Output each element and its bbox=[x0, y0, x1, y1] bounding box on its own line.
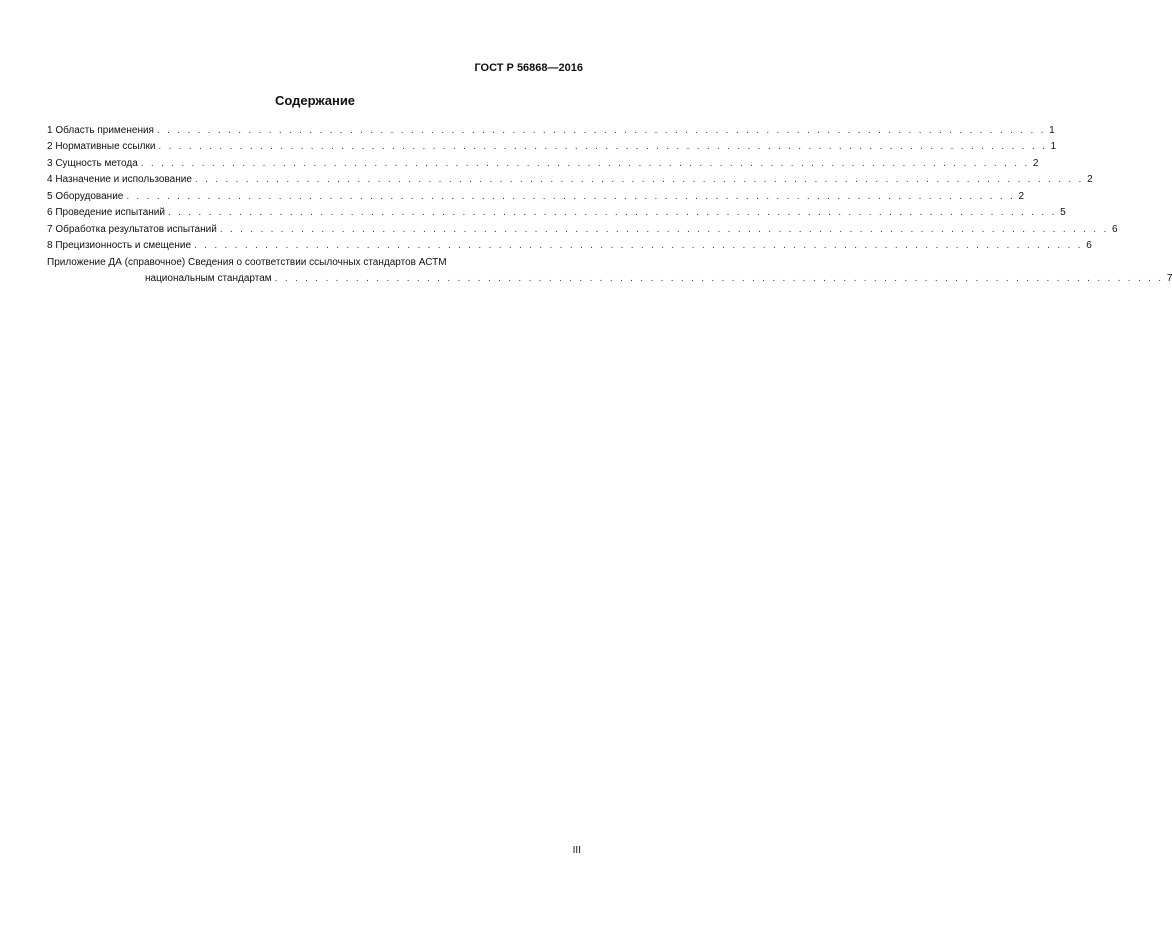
toc-annex-label: Приложение ДА (справочное) Сведения о соответствии ссылочных стандартов АСТМ bbox=[47, 256, 447, 268]
toc-annex-entry[interactable] bbox=[47, 252, 1172, 285]
toc-entry[interactable] bbox=[47, 170, 1093, 187]
toc-entry-page: 2 bbox=[1032, 157, 1039, 169]
toc-entry-page: 2 bbox=[1018, 190, 1025, 202]
toc-entry-label: 1 Область применения bbox=[47, 124, 154, 136]
toc-leader: . . . . . . . . . . . . . . . . . . . . . . . . . . . . . . . . . . . . . . . . . . . . . . . . . . . . . . . . . . . . . . . . . . . . . . . . . . . . . . . . . . . . . . . . bbox=[140, 157, 1030, 169]
toc-entry-label: 7 Обработка результатов испытаний bbox=[47, 223, 217, 235]
standard-code: ГОСТ Р 56868—2016 bbox=[474, 62, 583, 74]
toc-entry-label: 8 Прецизионность и смещение bbox=[47, 240, 192, 251]
toc-entry[interactable] bbox=[47, 137, 1057, 154]
toc-entry-page: 6 bbox=[1086, 240, 1092, 251]
table-of-contents bbox=[47, 120, 1172, 285]
toc-leader: . . . . . . . . . . . . . . . . . . . . . . . . . . . . . . . . . . . . . . . . . . . . . . . . . . . . . . . . . . . . . . . . . . . . . . . . . . . . . . . . . . . . . . . . bbox=[219, 223, 1109, 235]
toc-leader: . . . . . . . . . . . . . . . . . . . . . . . . . . . . . . . . . . . . . . . . . . . . . . . . . . . . . . . . . . . . . . . . . . . . . . . . . . . . . . . . . . . . . . . . bbox=[194, 174, 1084, 185]
toc-leader: . . . . . . . . . . . . . . . . . . . . . . . . . . . . . . . . . . . . . . . . . . . . . . . . . . . . . . . . . . . . . . . . . . . . . . . . . . . . . . . . . . . . . . . . bbox=[158, 141, 1048, 152]
toc-leader: . . . . . . . . . . . . . . . . . . . . . . . . . . . . . . . . . . . . . . . . . . . . . . . . . . . . . . . . . . . . . . . . . . . . . . . . . . . . . . . . . . . . . . . . bbox=[126, 190, 1016, 202]
toc-entry-label: 4 Назначение и использование bbox=[47, 174, 192, 185]
toc-entry-page: 6 bbox=[1111, 223, 1118, 235]
toc-entry-page: 5 bbox=[1060, 207, 1066, 218]
toc-entry[interactable] bbox=[47, 219, 1118, 236]
toc-entry-page: 2 bbox=[1087, 174, 1093, 185]
toc-entry-page: 1 bbox=[1050, 141, 1057, 152]
toc-annex-label-continued: национальным стандартам bbox=[145, 273, 272, 284]
toc-leader: . . . . . . . . . . . . . . . . . . . . . . . . . . . . . . . . . . . . . . . . . . . . . . . . . . . . . . . . . . . . . . . . . . . . . . . . . . . . . . . . . . . . . . . . bbox=[156, 124, 1046, 136]
toc-entry-label: 3 Сущность метода bbox=[47, 157, 138, 169]
toc-entry[interactable] bbox=[47, 203, 1066, 220]
toc-entry[interactable] bbox=[47, 236, 1092, 253]
toc-leader: . . . . . . . . . . . . . . . . . . . . . . . . . . . . . . . . . . . . . . . . . . . . . . . . . . . . . . . . . . . . . . . . . . . . . . . . . . . . . . . . . . . . . . . . bbox=[274, 273, 1164, 284]
toc-entry[interactable] bbox=[47, 120, 1055, 137]
toc-title: Содержание bbox=[274, 93, 356, 108]
toc-leader: . . . . . . . . . . . . . . . . . . . . . . . . . . . . . . . . . . . . . . . . . . . . . . . . . . . . . . . . . . . . . . . . . . . . . . . . . . . . . . . . . . . . . . . . bbox=[194, 240, 1083, 251]
toc-entry-label: 5 Оборудование bbox=[47, 190, 124, 202]
toc-leader: . . . . . . . . . . . . . . . . . . . . . . . . . . . . . . . . . . . . . . . . . . . . . . . . . . . . . . . . . . . . . . . . . . . . . . . . . . . . . . . . . . . . . . . . bbox=[167, 207, 1057, 218]
toc-entry-page: 1 bbox=[1049, 124, 1055, 136]
toc-annex-page: 7 bbox=[1166, 273, 1172, 284]
toc-entry-label: 6 Проведение испытаний bbox=[47, 207, 165, 218]
page-number: III bbox=[572, 845, 581, 856]
toc-entry[interactable] bbox=[47, 186, 1025, 203]
toc-entry[interactable] bbox=[47, 153, 1039, 170]
toc-entry-label: 2 Нормативные ссылки bbox=[47, 141, 156, 152]
toc-annex-continuation bbox=[47, 269, 1172, 286]
